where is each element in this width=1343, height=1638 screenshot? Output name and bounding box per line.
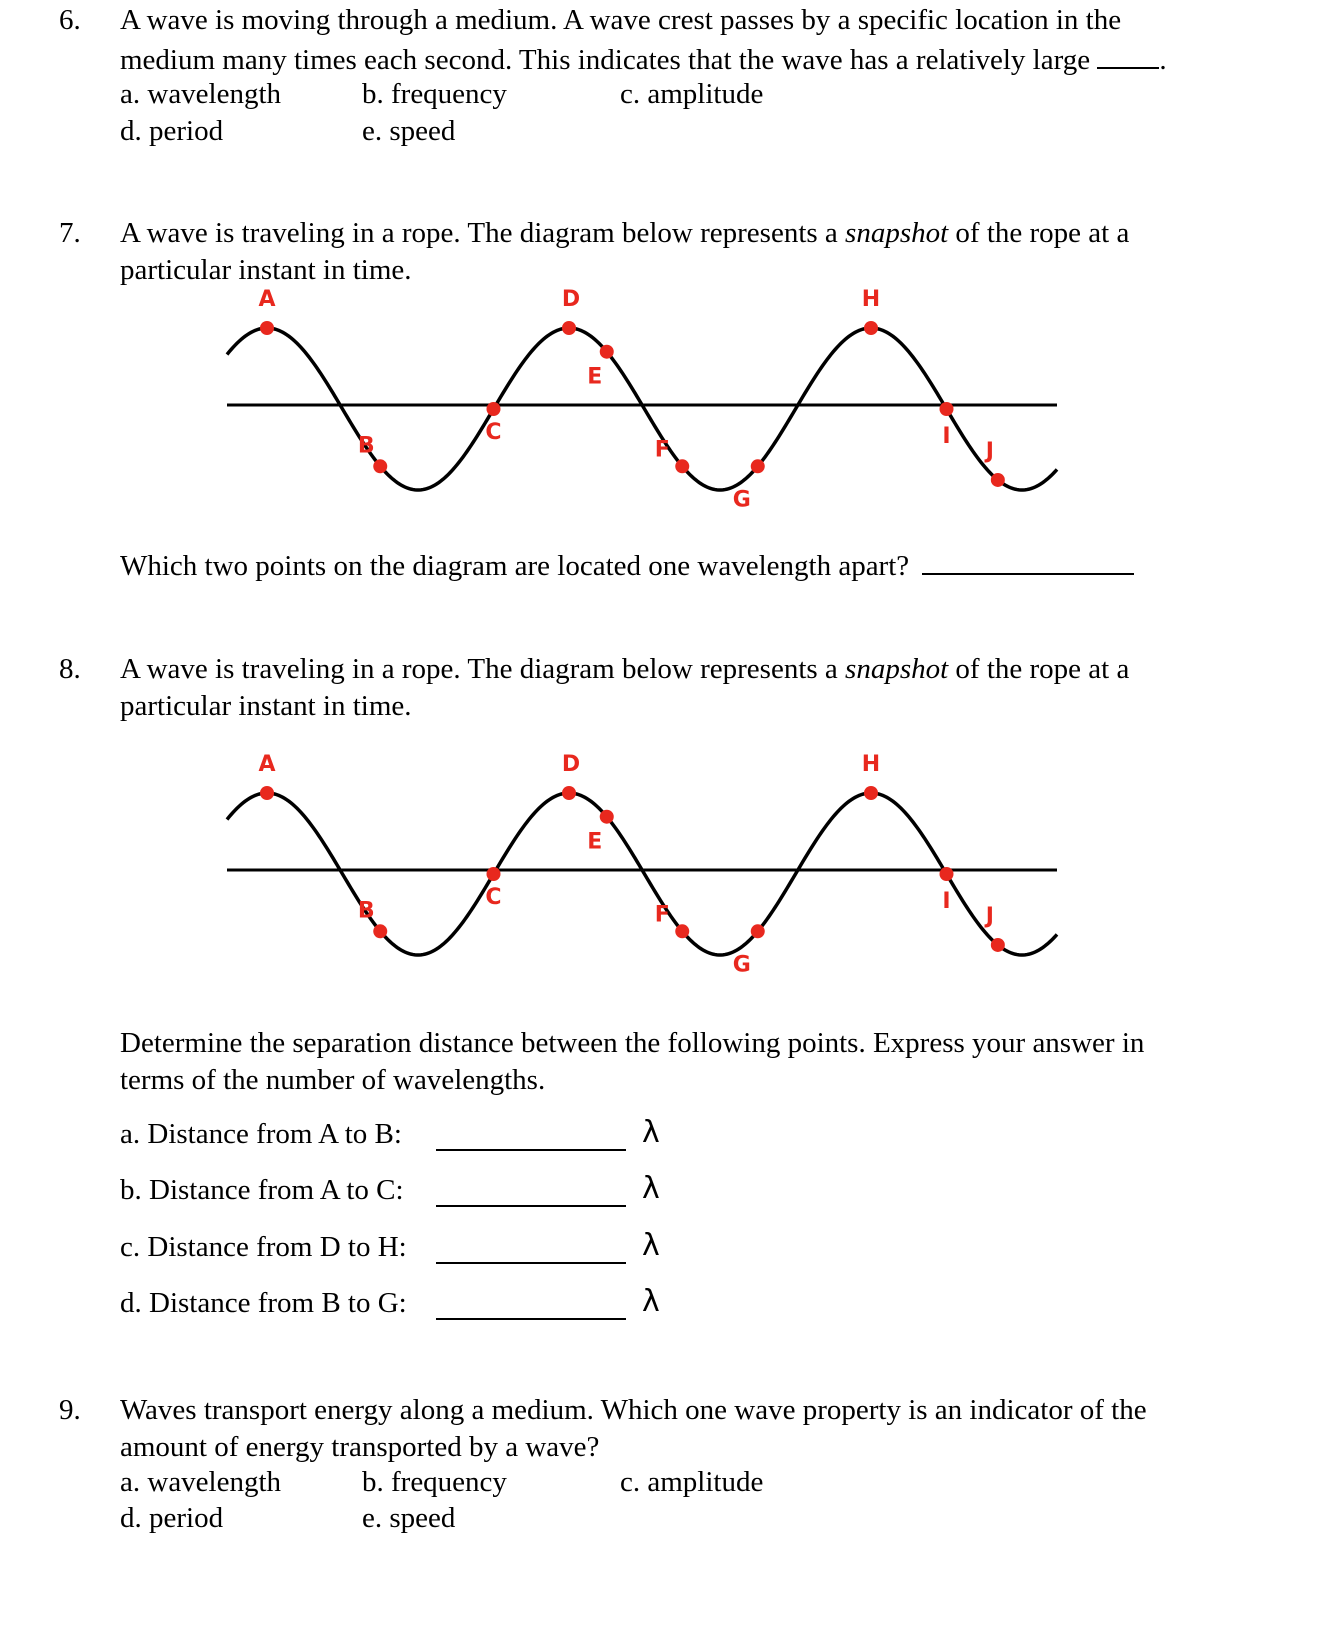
point-a-label: A (258, 287, 276, 312)
point-b-dot (373, 924, 387, 938)
choice-b[interactable]: b. frequency (362, 1466, 507, 1498)
question-line: A wave is moving through a medium. A wave crest passes by a specific location in the (120, 4, 1122, 36)
lambda-symbol: λ (642, 1115, 660, 1150)
rope-wave-curve (227, 793, 1057, 955)
point-g-dot (751, 459, 765, 473)
wave-diagram-q7 (225, 285, 1065, 530)
question-number: 7. (59, 217, 81, 249)
point-a-dot (260, 321, 274, 335)
point-h-dot (864, 321, 878, 335)
point-g-label: G (732, 952, 751, 978)
answer-blank[interactable] (436, 1205, 626, 1207)
point-c-dot (487, 402, 501, 416)
point-j-label: J (985, 903, 994, 929)
point-a-label: A (258, 752, 276, 777)
instruction-line: Determine the separation distance between the following points. Express your answer in (120, 1027, 1145, 1059)
question-line: A wave is traveling in a rope. The diagram below represents a snapshot of the rope at a (120, 653, 1130, 685)
point-c-label: C (485, 420, 502, 445)
rope-wave-curve (227, 328, 1057, 490)
point-i-dot (940, 867, 954, 881)
point-d-dot (562, 786, 576, 800)
choices (120, 1464, 1020, 1540)
distance-item-a (120, 1116, 820, 1156)
choices (120, 76, 1020, 152)
choice-c[interactable]: c. amplitude (620, 78, 764, 110)
distance-item-b (120, 1172, 820, 1212)
question-line: Waves transport energy along a medium. Which one wave property is an indicator of the (120, 1394, 1147, 1426)
choice-e[interactable]: e. speed (362, 1502, 456, 1534)
question-text (120, 1392, 1320, 1466)
point-i-label: I (942, 889, 951, 914)
point-h-dot (864, 786, 878, 800)
distance-item-c (120, 1229, 820, 1269)
question-line: particular instant in time. (120, 254, 412, 286)
answer-blank[interactable] (436, 1262, 626, 1264)
point-i-label: I (942, 424, 951, 449)
answer-blank[interactable] (436, 1318, 626, 1320)
question-line: amount of energy transported by a wave? (120, 1431, 600, 1463)
point-f-label: F (654, 902, 670, 928)
point-b-label: B (357, 433, 375, 459)
point-f-dot (675, 924, 689, 938)
point-f-label: F (654, 437, 670, 463)
wave-diagram-q8 (225, 750, 1065, 995)
point-e-label: E (587, 829, 603, 855)
question-number: 8. (59, 653, 81, 685)
point-h-label: H (861, 287, 881, 312)
question-number: 9. (59, 1394, 81, 1426)
answer-blank[interactable] (1097, 39, 1159, 69)
point-f-dot (675, 459, 689, 473)
question-line: A wave is traveling in a rope. The diagram below represents a snapshot of the rope at a (120, 217, 1130, 249)
distance-label: b. Distance from A to C: (120, 1174, 404, 1206)
point-j-dot (991, 938, 1005, 952)
point-a-dot (260, 786, 274, 800)
choice-a[interactable]: a. wavelength (120, 1466, 282, 1498)
question-prompt: Which two points on the diagram are located one wavelength apart? (120, 550, 910, 582)
instruction-line: terms of the number of wavelengths. (120, 1064, 546, 1096)
point-b-label: B (357, 898, 375, 924)
point-h-label: H (861, 752, 881, 777)
point-d-dot (562, 321, 576, 335)
point-c-label: C (485, 885, 502, 910)
answer-blank[interactable] (922, 545, 1134, 575)
point-d-label: D (561, 287, 581, 312)
question-number: 6. (59, 4, 81, 36)
distance-item-d (120, 1285, 820, 1325)
point-e-dot (600, 345, 614, 359)
distance-label: d. Distance from B to G: (120, 1287, 407, 1319)
question-text (120, 2, 1320, 79)
answer-blank[interactable] (436, 1149, 626, 1151)
point-e-dot (600, 810, 614, 824)
point-b-dot (373, 459, 387, 473)
point-d-label: D (561, 752, 581, 777)
point-j-label: J (985, 438, 994, 464)
lambda-symbol: λ (642, 1284, 660, 1319)
question-text (120, 651, 1320, 725)
choice-d[interactable]: d. period (120, 115, 224, 147)
point-g-label: G (732, 487, 751, 513)
distance-label: a. Distance from A to B: (120, 1118, 402, 1150)
choice-d[interactable]: d. period (120, 1502, 224, 1534)
choice-b[interactable]: b. frequency (362, 78, 507, 110)
point-e-label: E (587, 364, 603, 390)
question-text (120, 215, 1320, 289)
point-c-dot (487, 867, 501, 881)
question-line: particular instant in time. (120, 690, 412, 722)
point-i-dot (940, 402, 954, 416)
choice-a[interactable]: a. wavelength (120, 78, 282, 110)
question-line: medium many times each second. This indicates that the wave has a relatively large . (120, 39, 1320, 79)
choice-e[interactable]: e. speed (362, 115, 456, 147)
lambda-symbol: λ (642, 1228, 660, 1263)
choice-c[interactable]: c. amplitude (620, 1466, 764, 1498)
point-j-dot (991, 473, 1005, 487)
distance-label: c. Distance from D to H: (120, 1231, 407, 1263)
lambda-symbol: λ (642, 1171, 660, 1206)
point-g-dot (751, 924, 765, 938)
